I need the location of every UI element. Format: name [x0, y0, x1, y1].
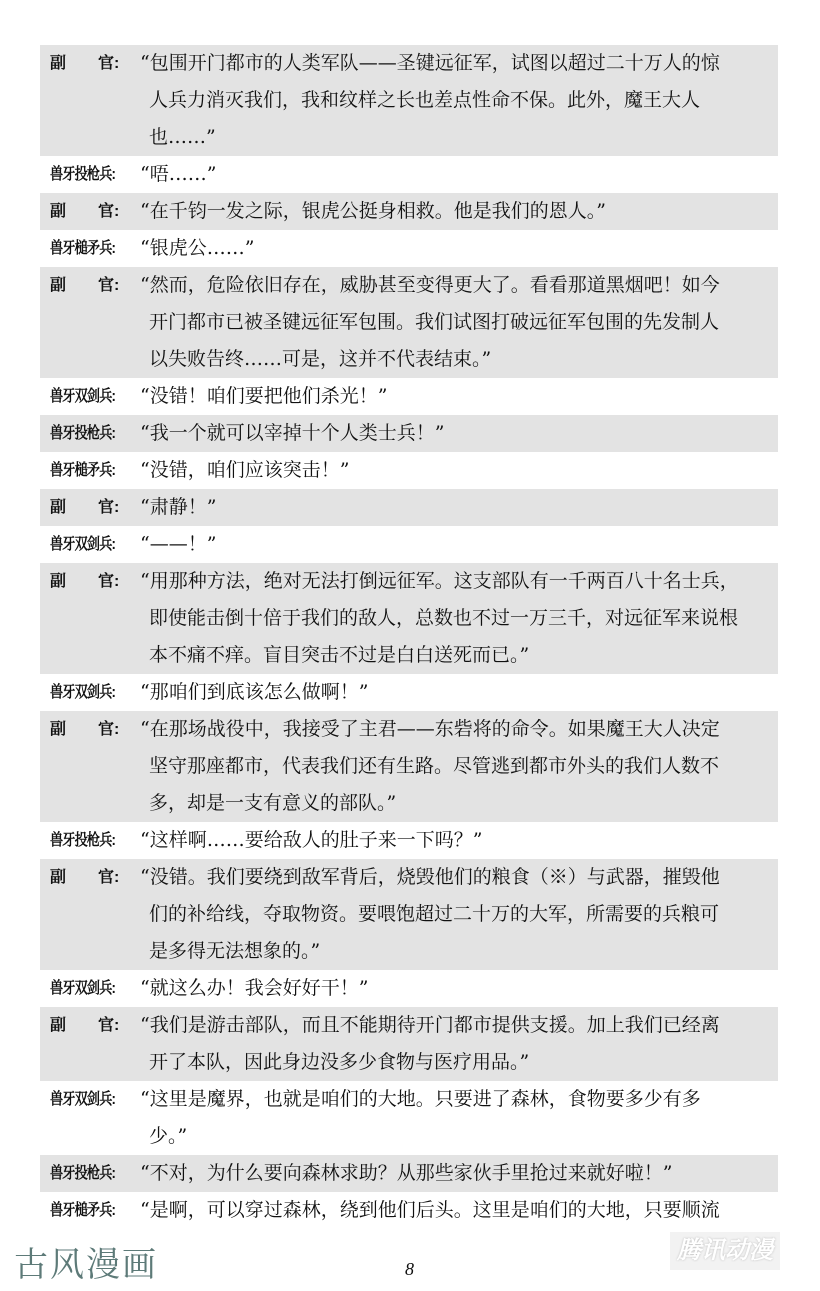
- dialogue-line: “是啊，可以穿过森林，绕到他们后头。这里是咱们的大地，只要顺流: [140, 1199, 720, 1221]
- dialogue-text: [140, 156, 778, 193]
- publisher-logo: 腾讯动漫: [670, 1232, 780, 1270]
- speaker-name: 副 官:: [50, 1017, 120, 1034]
- speaker-label: [40, 970, 140, 1007]
- dialogue-line: 们的补给线，夺取物资。要喂饱超过二十万的大军，所需要的兵粮可: [149, 903, 720, 925]
- dialogue-text: [140, 1192, 778, 1229]
- speaker-label: [40, 859, 140, 896]
- speaker-label: [40, 156, 140, 193]
- page-number: 8: [405, 1259, 414, 1279]
- dialogue-text: [140, 415, 778, 452]
- speaker-label: [40, 1192, 140, 1229]
- dialogue-text: [140, 45, 778, 156]
- dialogue-row: [40, 267, 778, 378]
- speaker-label: [40, 1081, 140, 1118]
- speaker-label: [40, 415, 140, 452]
- dialogue-line: “没错！咱们要把他们杀光！”: [140, 385, 388, 407]
- dialogue-text: [140, 674, 778, 711]
- dialogue-line: 以失败告终……可是，这并不代表结束。”: [149, 348, 492, 370]
- dialogue-row: [40, 1155, 778, 1192]
- speaker-label: [40, 711, 140, 748]
- dialogue-line: 开了本队，因此身边没多少食物与医疗用品。”: [149, 1051, 530, 1073]
- speaker-label: [40, 822, 140, 859]
- speaker-name: 副 官:: [50, 499, 120, 516]
- speaker-label: [40, 563, 140, 600]
- dialogue-row: [40, 45, 778, 156]
- dialogue-text: [140, 378, 778, 415]
- dialogue-text: [140, 711, 778, 822]
- dialogue-text: [140, 1007, 778, 1081]
- speaker-label: [40, 193, 140, 230]
- dialogue-line: “不对，为什么要向森林求助？从那些家伙手里抢过来就好啦！”: [140, 1162, 673, 1184]
- dialogue-line: 坚守那座都市，代表我们还有生路。尽管逃到都市外头的我们人数不: [149, 755, 720, 777]
- dialogue-text: [140, 267, 778, 378]
- dialogue-text: [140, 193, 778, 230]
- dialogue-text: [140, 489, 778, 526]
- dialogue-row: [40, 526, 778, 563]
- speaker-label: [40, 45, 140, 82]
- dialogue-line: “那咱们到底该怎么做啊！”: [140, 681, 369, 703]
- dialogue-row: [40, 859, 778, 970]
- dialogue-text: [140, 822, 778, 859]
- dialogue-line: “我们是游击部队，而且不能期待开门都市提供支援。加上我们已经离: [140, 1014, 720, 1036]
- dialogue-row: [40, 489, 778, 526]
- dialogue-text: [140, 1155, 778, 1192]
- dialogue-text: [140, 563, 778, 674]
- dialogue-text: [140, 1081, 778, 1155]
- speaker-name: 兽牙双剑兵:: [50, 980, 116, 997]
- dialogue-row: [40, 711, 778, 822]
- dialogue-row: [40, 415, 778, 452]
- speaker-label: [40, 230, 140, 267]
- dialogue-line: “在千钧一发之际，银虎公挺身相救。他是我们的恩人。”: [140, 200, 606, 222]
- speaker-name: 兽牙双剑兵:: [50, 536, 116, 553]
- dialogue-row: [40, 452, 778, 489]
- speaker-name: 兽牙投枪兵:: [50, 1165, 116, 1182]
- speaker-label: [40, 489, 140, 526]
- dialogue-line: “没错，咱们应该突击！”: [140, 459, 350, 481]
- dialogue-text: [140, 970, 778, 1007]
- speaker-name: 兽牙投枪兵:: [50, 832, 116, 849]
- speaker-name: 兽牙投枪兵:: [50, 425, 116, 442]
- dialogue-line: “没错。我们要绕到敌军背后，烧毁他们的粮食（※）与武器，摧毁他: [140, 866, 720, 888]
- speaker-name: 兽牙槌矛兵:: [50, 1202, 116, 1219]
- speaker-label: [40, 1007, 140, 1044]
- dialogue-text: [140, 526, 778, 563]
- dialogue-text: [140, 452, 778, 489]
- dialogue-text: [140, 859, 778, 970]
- speaker-name: 副 官:: [50, 55, 120, 72]
- dialogue-line: “在那场战役中，我接受了主君——东砦将的命令。如果魔王大人决定: [140, 718, 720, 740]
- dialogue-line: “然而，危险依旧存在，威胁甚至变得更大了。看看那道黑烟吧！如今: [140, 274, 720, 296]
- dialogue-row: [40, 378, 778, 415]
- dialogue-line: 也……”: [149, 126, 216, 148]
- speaker-name: 副 官:: [50, 721, 120, 738]
- dialogue-line: “包围开门都市的人类军队——圣键远征军，试图以超过二十万人的惊: [140, 52, 720, 74]
- dialogue-line: “这里是魔界，也就是咱们的大地。只要进了森林，食物要多少有多: [140, 1088, 701, 1110]
- speaker-label: [40, 378, 140, 415]
- speaker-label: [40, 674, 140, 711]
- speaker-name: 副 官:: [50, 203, 120, 220]
- speaker-name: 兽牙槌矛兵:: [50, 240, 116, 257]
- dialogue-row: [40, 563, 778, 674]
- dialogue-line: “这样啊……要给敌人的肚子来一下吗？”: [140, 829, 483, 851]
- dialogue-row: [40, 1081, 778, 1155]
- dialogue-text: [140, 230, 778, 267]
- dialogue-row: [40, 156, 778, 193]
- speaker-label: [40, 267, 140, 304]
- dialogue-line: “就这么办！我会好好干！”: [140, 977, 369, 999]
- dialogue-line: 即使能击倒十倍于我们的敌人，总数也不过一万三千，对远征军来说根: [149, 607, 739, 629]
- dialogue-row: [40, 674, 778, 711]
- dialogue-line: “肃静！”: [140, 496, 217, 518]
- dialogue-row: [40, 1192, 778, 1229]
- dialogue-line: 开门都市已被圣键远征军包围。我们试图打破远征军包围的先发制人: [149, 311, 720, 333]
- dialogue-line: “——！”: [140, 533, 217, 555]
- dialogue-row: [40, 193, 778, 230]
- dialogue-line: 本不痛不痒。盲目突击不过是白白送死而已。”: [149, 644, 530, 666]
- speaker-name: 兽牙双剑兵:: [50, 684, 116, 701]
- speaker-name: 副 官:: [50, 869, 120, 886]
- dialogue-line: “用那种方法，绝对无法打倒远征军。这支部队有一千两百八十名士兵，: [140, 570, 739, 592]
- dialogue-line: “银虎公……”: [140, 237, 255, 259]
- speaker-label: [40, 452, 140, 489]
- speaker-name: 副 官:: [50, 573, 120, 590]
- dialogue-line: 多，却是一支有意义的部队。”: [149, 792, 397, 814]
- dialogue-line: 少。”: [149, 1125, 188, 1147]
- dialogue-line: “唔……”: [140, 163, 217, 185]
- speaker-name: 兽牙双剑兵:: [50, 1091, 116, 1108]
- dialogue-list: [40, 45, 778, 1229]
- dialogue-line: 人兵力消灭我们，我和纹样之长也差点性命不保。此外，魔王大人: [149, 89, 701, 111]
- speaker-name: 兽牙双剑兵:: [50, 388, 116, 405]
- speaker-name: 兽牙槌矛兵:: [50, 462, 116, 479]
- speaker-label: [40, 1155, 140, 1192]
- dialogue-row: [40, 1007, 778, 1081]
- dialogue-line: “我一个就可以宰掉十个人类士兵！”: [140, 422, 445, 444]
- dialogue-row: [40, 822, 778, 859]
- speaker-label: [40, 526, 140, 563]
- dialogue-line: 是多得无法想象的。”: [149, 940, 321, 962]
- dialogue-row: [40, 970, 778, 1007]
- dialogue-row: [40, 230, 778, 267]
- watermark-logo: 古风漫画: [14, 1245, 158, 1285]
- speaker-name: 兽牙投枪兵:: [50, 166, 116, 183]
- speaker-name: 副 官:: [50, 277, 120, 294]
